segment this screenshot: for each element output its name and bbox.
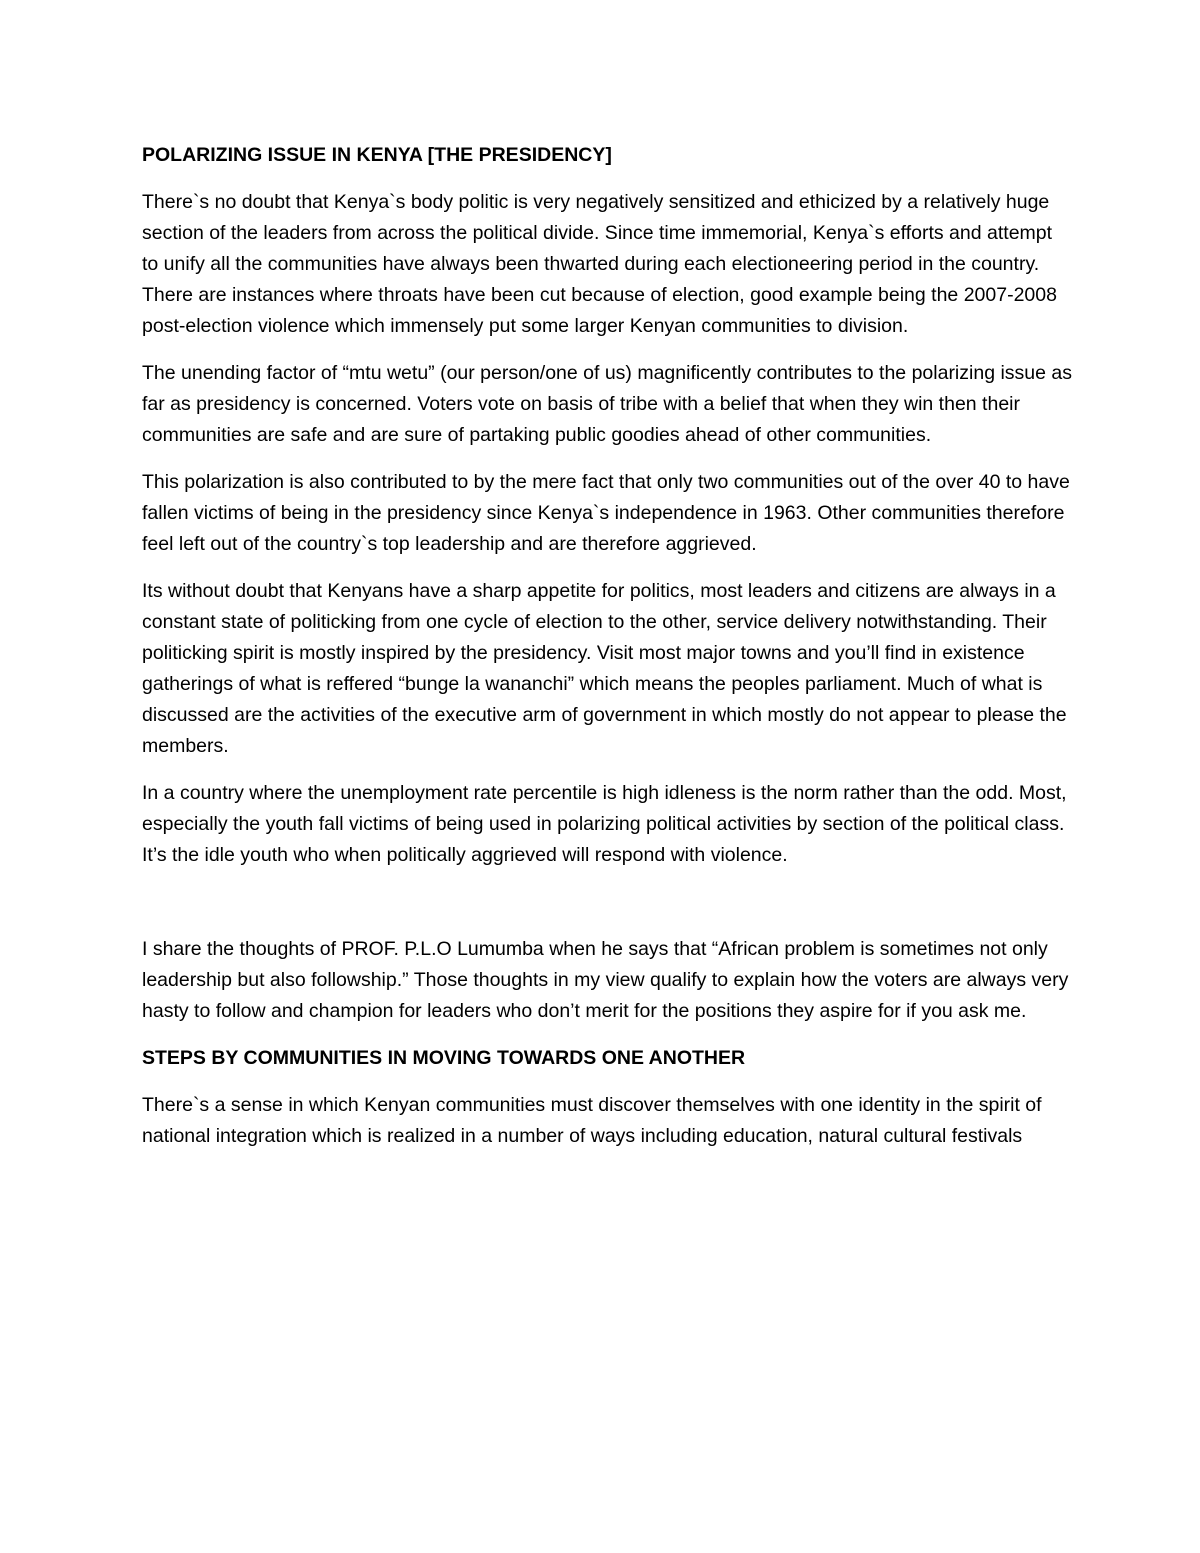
document-body [142,140,1072,1168]
paragraph: This polarization is also contributed to by the mere fact that only two communities out of the over 40 to have fallen victims of being in the presidency since Kenya`s independence in 1963. Other communities therefore feel left out of the country`s top leadership and are therefore aggrieved. [142,471,1070,555]
paragraph: I share the thoughts of PROF. P.L.O Lumumba when he says that “African problem is sometimes not only leadership but also followship.” Those thoughts in my view qualify to explain how the voters are always very hasty to follow and champion for leaders who don’t merit for the positions they aspire for if you ask me. [142,938,1069,1022]
paragraph: There`s no doubt that Kenya`s body politic is very negatively sensitized and ethicized by a relatively huge section of the leaders from across the political divide. Since time immemorial, Kenya`s efforts and attempt to unify all the communities have always been thwarted during each electioneering period in the country. There are instances where throats have been cut because of election, good example being the 2007-2008 post-election violence which immensely put some larger Kenyan communities to division. [142,191,1057,337]
paragraph: There`s a sense in which Kenyan communities must discover themselves with one identity in the spirit of national integration which is realized in a number of ways including education, natural cultural festivals [142,1094,1042,1147]
blank-line [142,887,1072,934]
document-title: POLARIZING ISSUE IN KENYA [THE PRESIDENCY] [142,144,612,166]
paragraph: In a country where the unemployment rate percentile is high idleness is the norm rather than the odd. Most, especially the youth fall victims of being used in polarizing political activities by section of the political class. It’s the idle youth who when politically aggrieved will respond with violence. [142,782,1067,866]
section-heading: STEPS BY COMMUNITIES IN MOVING TOWARDS ONE ANOTHER [142,1047,746,1069]
paragraph: The unending factor of “mtu wetu” (our person/one of us) magnificently contributes to the polarizing issue as far as presidency is concerned. Voters vote on basis of tribe with a belief that when they win then their communities are safe and are sure of partaking public goodies ahead of other communities. [142,362,1072,446]
paragraph: Its without doubt that Kenyans have a sharp appetite for politics, most leaders and citizens are always in a constant state of politicking from one cycle of election to the other, service delivery notwithstanding. Their politicking spirit is mostly inspired by the presidency. Visit most major towns and you’ll find in existence gatherings of what is reffered “bunge la wananchi” which means the peoples parliament. Much of what is discussed are the activities of the executive arm of government in which mostly do not appear to please the members. [142,580,1067,757]
